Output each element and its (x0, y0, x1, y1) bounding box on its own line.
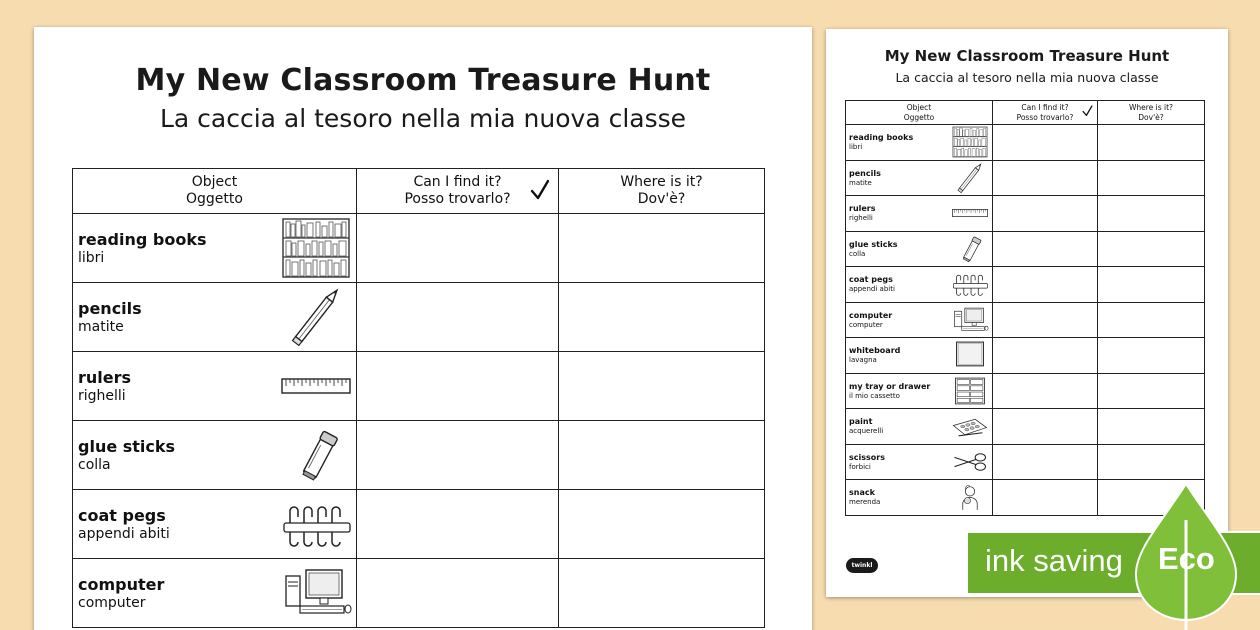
object-cell (846, 267, 993, 303)
object-name-it: computer (78, 595, 146, 611)
header-object-it: Oggetto (903, 112, 935, 122)
find-cell[interactable] (357, 559, 559, 628)
object-cell (846, 409, 993, 445)
glue-stick-icon (280, 424, 352, 486)
twinkl-logo: twinkl (846, 558, 878, 573)
table-row (73, 214, 765, 283)
find-cell[interactable] (357, 214, 559, 283)
object-cell (846, 480, 993, 516)
object-name: snack (849, 488, 875, 498)
object-name: pencils (849, 168, 881, 178)
find-cell[interactable] (993, 267, 1098, 303)
table-row (73, 559, 765, 628)
find-cell[interactable] (993, 125, 1098, 161)
table-header-row (73, 169, 765, 214)
header-object (73, 169, 357, 214)
header-find (993, 101, 1098, 125)
find-cell[interactable] (993, 338, 1098, 374)
table-row (846, 302, 1205, 338)
header-find-en: Can I find it? (413, 173, 502, 190)
object-name: coat pegs (78, 506, 166, 525)
object-name: rulers (849, 204, 876, 214)
find-cell[interactable] (993, 409, 1098, 445)
whiteboard-icon (950, 339, 990, 371)
where-cell[interactable] (559, 352, 765, 421)
find-cell[interactable] (993, 196, 1098, 232)
eco-badge: Eco (1158, 541, 1215, 576)
where-cell[interactable] (1098, 444, 1205, 480)
find-cell[interactable] (357, 421, 559, 490)
header-object (846, 101, 993, 125)
table-row (846, 444, 1205, 480)
table-header-row (846, 101, 1205, 125)
table-row (846, 338, 1205, 374)
object-name-it: merenda (849, 498, 881, 507)
preview-table (845, 100, 1205, 516)
object-cell (73, 214, 357, 283)
find-cell[interactable] (357, 283, 559, 352)
object-name-it: matite (78, 319, 124, 335)
object-name: reading books (849, 133, 914, 143)
object-name: glue sticks (78, 437, 176, 456)
worksheet-large (34, 27, 812, 630)
find-cell[interactable] (993, 373, 1098, 409)
header-where (1098, 101, 1205, 125)
preview-title: My New Classroom Treasure Hunt (884, 47, 1170, 65)
object-name: computer (849, 310, 893, 320)
table-row (846, 267, 1205, 303)
object-name-it: forbici (849, 462, 871, 471)
find-cell[interactable] (993, 444, 1098, 480)
object-name: reading books (78, 230, 207, 249)
drawer-icon (950, 375, 990, 407)
object-name-it: il mio cassetto (849, 391, 900, 400)
where-cell[interactable] (559, 559, 765, 628)
object-cell (73, 559, 357, 628)
header-where-it: Dov'è? (637, 191, 686, 207)
object-name-it: lavagna (849, 356, 877, 365)
table-row (846, 125, 1205, 161)
object-cell (73, 490, 357, 559)
object-cell (73, 352, 357, 421)
object-name: scissors (849, 452, 885, 462)
header-find-en: Can I find it? (1021, 103, 1069, 113)
object-cell (846, 196, 993, 232)
header-object-en: Object (906, 103, 932, 113)
object-cell (73, 421, 357, 490)
where-cell[interactable] (1098, 267, 1205, 303)
object-cell (846, 231, 993, 267)
pencil-icon (950, 162, 990, 194)
find-cell[interactable] (993, 160, 1098, 196)
object-cell (846, 338, 993, 374)
header-where-en: Where is it? (620, 173, 703, 190)
where-cell[interactable] (559, 214, 765, 283)
object-cell (846, 125, 993, 161)
table-row (73, 421, 765, 490)
where-cell[interactable] (559, 490, 765, 559)
bookshelf-icon (280, 217, 352, 279)
find-cell[interactable] (993, 231, 1098, 267)
computer-icon (280, 562, 352, 624)
table-row (846, 409, 1205, 445)
object-name: whiteboard (849, 346, 901, 356)
paint-palette-icon (950, 410, 990, 442)
page-title: My New Classroom Treasure Hunt (135, 63, 711, 98)
table-row (846, 196, 1205, 232)
object-name-it: colla (849, 249, 866, 258)
object-name-it: libri (78, 250, 105, 266)
coat-pegs-icon (280, 493, 352, 555)
header-where-it: Dov'è? (1138, 112, 1164, 122)
preview-subtitle: La caccia al tesoro nella mia nuova classe (895, 70, 1159, 85)
scissors-icon (950, 446, 990, 478)
coat-pegs-icon (950, 268, 990, 300)
table-row (73, 490, 765, 559)
table-row (73, 352, 765, 421)
object-cell (846, 302, 993, 338)
find-cell[interactable] (357, 490, 559, 559)
object-name: pencils (78, 299, 142, 318)
object-name-it: righelli (849, 214, 873, 223)
glue-stick-icon (950, 233, 990, 265)
where-cell[interactable] (1098, 302, 1205, 338)
where-cell[interactable] (1098, 160, 1205, 196)
where-cell[interactable] (1098, 125, 1205, 161)
header-object-en: Object (191, 173, 238, 190)
object-cell (73, 283, 357, 352)
find-cell[interactable] (993, 480, 1098, 516)
treasure-hunt-table (72, 168, 765, 628)
where-cell[interactable] (1098, 196, 1205, 232)
header-where (559, 169, 765, 214)
bookshelf-icon (950, 126, 990, 158)
header-find (357, 169, 559, 214)
find-cell[interactable] (357, 352, 559, 421)
where-cell[interactable] (1098, 338, 1205, 374)
object-cell (846, 373, 993, 409)
object-name-it: computer (849, 320, 883, 329)
object-name-it: righelli (78, 388, 126, 404)
header-find-it: Posso trovarlo? (404, 191, 511, 207)
object-name-it: acquerelli (849, 427, 884, 436)
table-row (73, 283, 765, 352)
page-subtitle: La caccia al tesoro nella mia nuova classe (159, 104, 687, 133)
object-name: coat pegs (849, 275, 893, 285)
table-row (846, 160, 1205, 196)
table-row (846, 231, 1205, 267)
pencil-icon (280, 286, 352, 348)
header-find-it: Posso trovarlo? (1016, 112, 1074, 122)
where-cell[interactable] (559, 283, 765, 352)
computer-icon (950, 304, 990, 336)
ruler-icon (280, 355, 352, 417)
object-name: computer (78, 575, 165, 594)
object-name: paint (849, 417, 873, 427)
where-cell[interactable] (559, 421, 765, 490)
object-name: rulers (78, 368, 132, 387)
object-name-it: appendi abiti (849, 285, 895, 294)
checkmark-icon (1082, 105, 1093, 117)
header-object-it: Oggetto (186, 191, 243, 207)
checkmark-icon (530, 179, 550, 201)
find-cell[interactable] (993, 302, 1098, 338)
object-name-it: colla (78, 457, 111, 473)
where-cell[interactable] (1098, 231, 1205, 267)
object-name-it: appendi abiti (78, 526, 170, 542)
ruler-icon (950, 197, 990, 229)
header-where-en: Where is it? (1128, 103, 1174, 113)
where-cell[interactable] (1098, 373, 1205, 409)
where-cell[interactable] (1098, 409, 1205, 445)
snack-icon (950, 481, 990, 513)
object-name-it: libri (849, 143, 863, 152)
object-cell (846, 444, 993, 480)
object-name: my tray or drawer (849, 381, 931, 391)
object-cell (846, 160, 993, 196)
object-name-it: matite (849, 178, 872, 187)
banner-text: ink saving (985, 543, 1123, 578)
table-row (846, 373, 1205, 409)
object-name: glue sticks (849, 239, 898, 249)
